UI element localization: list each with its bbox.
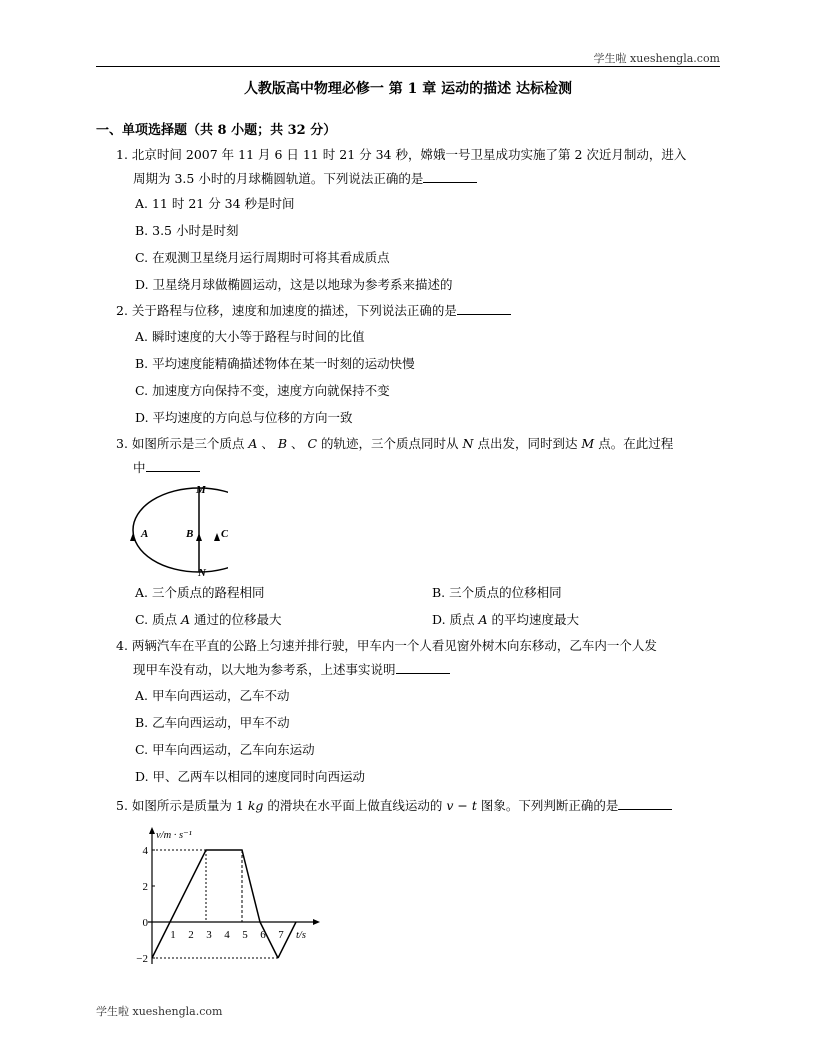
answer-blank[interactable] <box>618 795 672 810</box>
answer-blank[interactable] <box>423 168 477 183</box>
trajectory-figure <box>128 483 228 579</box>
q1-option-b: B. 3.5 小时是时刻 <box>135 223 239 238</box>
y-tick-label: 2 <box>142 881 148 893</box>
q4-option-d: D. 甲、乙两车以相同的速度同时向西运动 <box>135 769 366 784</box>
q3-var-c: C <box>307 436 318 451</box>
q3-sep: 、 <box>257 436 278 451</box>
q2-line1 <box>116 298 511 324</box>
q1-option-d: D. 卫星绕月球做椭圆运动，这是以地球为参考系来描述的 <box>135 277 453 292</box>
q1-line2 <box>133 166 477 192</box>
y-axis-arrow-icon <box>149 827 155 834</box>
x-axis-label: t/s <box>296 930 306 941</box>
vt-chart-marks <box>136 845 296 965</box>
q3-text: 3. 如图所示是三个质点 <box>116 436 249 451</box>
q5-unit: kg <box>247 798 264 813</box>
label-b: B <box>186 528 194 540</box>
q3-sep: 、 <box>287 436 308 451</box>
q2-option-c: C. 加速度方向保持不变，速度方向就保持不变 <box>135 383 390 398</box>
label-c: C <box>221 528 228 540</box>
header-divider <box>96 66 720 67</box>
option-text: D. 质点 <box>432 612 479 627</box>
q1-stem: 周期为 3.5 小时的月球椭圆轨道。下列说法正确的是 <box>133 171 424 186</box>
q2-option-d: D. 平均速度的方向总与位移的方向一致 <box>135 410 353 425</box>
answer-blank[interactable] <box>396 659 450 674</box>
option-text: 的平均速度最大 <box>487 612 580 627</box>
q5-line1 <box>116 793 672 819</box>
option-text: 通过的位移最大 <box>190 612 282 627</box>
q3-text: 的轨迹，三个质点同时从 <box>317 436 463 451</box>
x-axis-arrow-icon <box>313 919 320 925</box>
q3-var-a: A <box>181 612 191 627</box>
q2-stem: 2. 关于路程与位移，速度和加速度的描述，下列说法正确的是 <box>116 303 457 318</box>
q5-text: 图象。下列判断正确的是 <box>476 798 619 813</box>
x-tick-label: 6 <box>260 929 266 941</box>
option-text: C. 质点 <box>135 612 182 627</box>
header-site: 学生啦 xueshengla.com <box>593 52 720 65</box>
label-m: M <box>196 484 206 496</box>
q5-text: 的滑块在水平面上做直线运动的 <box>263 798 447 813</box>
q3-var-b: B <box>277 436 288 451</box>
vt-chart <box>128 824 328 974</box>
y-axis-label: v/m · s⁻¹ <box>156 830 192 841</box>
q4-option-a: A. 甲车向西运动，乙车不动 <box>135 688 290 703</box>
q3-line1 <box>116 431 673 457</box>
q4-option-c: C. 甲车向西运动，乙车向东运动 <box>135 742 315 757</box>
q4-line1: 4. 两辆汽车在平直的公路上匀速并排行驶，甲车内一个人看见窗外树木向东移动，乙车内一个人发 <box>116 638 657 653</box>
label-a: A <box>141 528 149 540</box>
y-tick-label: 4 <box>142 845 148 857</box>
q3-text: 点出发，同时到达 <box>473 436 582 451</box>
x-tick-label: 2 <box>188 929 194 941</box>
q5-text: 5. 如图所示是质量为 1 <box>116 798 248 813</box>
answer-blank[interactable] <box>146 457 200 472</box>
q1-option-a: A. 11 时 21 分 34 秒是时间 <box>135 196 295 211</box>
q3-option-b: B. 三个质点的位移相同 <box>432 585 562 600</box>
q3-text: 点。在此过程 <box>594 436 674 451</box>
series-line-1 <box>152 850 278 958</box>
label-n: N <box>198 567 206 579</box>
q5-vt: v − t <box>446 798 477 813</box>
q3-var-a: A <box>478 612 488 627</box>
x-tick-label: 1 <box>170 929 176 941</box>
q3-option-d <box>432 610 579 628</box>
y-tick-label: 0 <box>142 917 148 929</box>
q3-option-a: A. 三个质点的路程相同 <box>135 585 265 600</box>
q3-text: 中 <box>133 460 146 475</box>
q4-line2 <box>133 657 450 683</box>
q1-line1: 1. 北京时间 2007 年 11 月 6 日 11 时 21 分 34 秒，嫦娥一号卫星成功实施了第 2 次近月制动，进入 <box>116 147 687 162</box>
x-tick-label: 3 <box>206 929 212 941</box>
footer-site: 学生啦 xueshengla.com <box>96 1005 223 1018</box>
arrow-b-icon <box>196 533 202 541</box>
q2-option-a: A. 瞬时速度的大小等于路程与时间的比值 <box>135 329 365 344</box>
q3-line2 <box>133 455 200 481</box>
x-tick-label: 5 <box>242 929 248 941</box>
q3-var-m: M <box>581 436 595 451</box>
answer-blank[interactable] <box>457 300 511 315</box>
q3-var-n: N <box>462 436 474 451</box>
q3-option-c <box>135 610 282 628</box>
x-tick-label: 7 <box>278 929 284 941</box>
arrow-c-icon <box>214 533 220 541</box>
arrow-a-icon <box>130 533 136 541</box>
q4-option-b: B. 乙车向西运动，甲车不动 <box>135 715 290 730</box>
page-title: 人教版高中物理必修一 第 1 章 运动的描述 达标检测 <box>243 81 573 97</box>
q4-stem: 现甲车没有动，以大地为参考系，上述事实说明 <box>133 662 396 677</box>
q1-option-c: C. 在观测卫星绕月运行周期时可将其看成质点 <box>135 250 390 265</box>
q3-var-a: A <box>248 436 258 451</box>
section-heading: 一、单项选择题（共 8 小题；共 32 分） <box>96 123 337 138</box>
y-tick-label: −2 <box>136 953 148 965</box>
x-tick-label: 4 <box>224 929 230 941</box>
q2-option-b: B. 平均速度能精确描述物体在某一时刻的运动快慢 <box>135 356 415 371</box>
